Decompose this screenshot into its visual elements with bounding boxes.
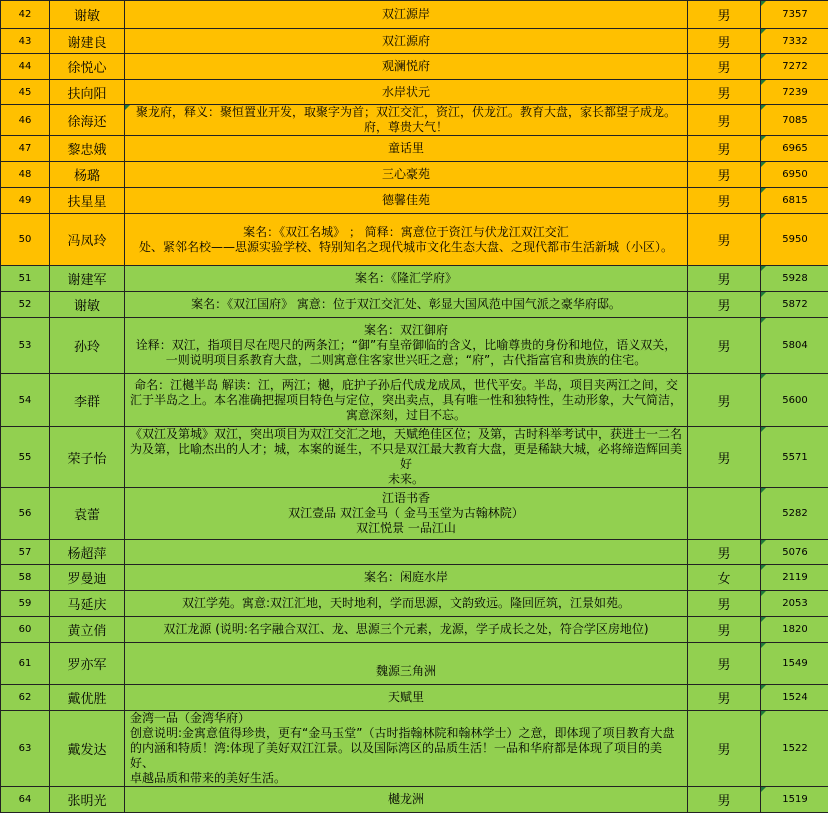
table-row — [1, 188, 828, 214]
proposal-text: 案名：《双江国府》 寓意：位于双江交汇处、彰显大国风范中国气派之豪华府邸。 — [130, 297, 682, 312]
table-row — [1, 643, 828, 685]
row-number-cell — [1, 617, 50, 643]
gender-text: 男 — [717, 143, 730, 158]
name-text: 扶星星 — [67, 195, 106, 210]
name-cell — [50, 105, 125, 136]
table-row — [1, 292, 828, 318]
row-number-cell — [1, 374, 50, 427]
proposal-cell — [125, 54, 688, 80]
name-cell — [50, 685, 125, 711]
vote-count-cell — [761, 29, 828, 54]
vote-count-cell — [761, 540, 828, 565]
name-cell — [50, 188, 125, 214]
row-number-text: 43 — [19, 36, 32, 47]
table-row — [1, 162, 828, 188]
gender-text: 男 — [717, 743, 730, 758]
name-text: 张明光 — [67, 794, 106, 809]
name-text: 徐悦心 — [67, 61, 106, 76]
proposal-cell — [125, 162, 688, 188]
proposal-cell — [125, 540, 688, 565]
row-number-cell — [1, 427, 50, 488]
vote-count-text: 5950 — [782, 234, 807, 245]
vote-count-cell — [761, 80, 828, 105]
row-number-cell — [1, 136, 50, 162]
row-number-text: 54 — [19, 395, 32, 406]
row-number-cell — [1, 188, 50, 214]
vote-count-text: 1524 — [782, 692, 807, 703]
gender-text: 男 — [717, 794, 730, 809]
row-number-text: 63 — [19, 743, 32, 754]
table-row — [1, 80, 828, 105]
vote-count-cell — [761, 214, 828, 266]
name-text: 徐海还 — [67, 115, 106, 130]
vote-count-cell — [761, 188, 828, 214]
proposal-text: 德馨佳苑 — [130, 193, 682, 208]
gender-text: 男 — [717, 658, 730, 673]
proposal-cell — [125, 318, 688, 374]
vote-count-cell — [761, 162, 828, 188]
row-number-text: 50 — [19, 234, 32, 245]
proposal-cell — [125, 488, 688, 540]
name-cell — [50, 29, 125, 54]
gender-text: 男 — [717, 234, 730, 249]
name-cell — [50, 565, 125, 591]
vote-count-text: 7357 — [782, 9, 807, 20]
name-text: 冯凤玲 — [67, 234, 106, 249]
table-row — [1, 136, 828, 162]
row-number-cell — [1, 540, 50, 565]
proposal-text: 双江源府 — [130, 34, 682, 49]
row-number-text: 59 — [19, 598, 32, 609]
name-text: 孙玲 — [74, 340, 100, 355]
gender-cell — [688, 188, 761, 214]
vote-count-text: 6950 — [782, 169, 807, 180]
row-number-text: 64 — [19, 794, 32, 805]
cell-marker-icon — [761, 1, 766, 6]
row-number-cell — [1, 318, 50, 374]
gender-cell — [688, 105, 761, 136]
gender-cell — [688, 162, 761, 188]
row-number-cell — [1, 54, 50, 80]
vote-count-text: 1549 — [782, 658, 807, 669]
name-text: 罗曼迪 — [67, 572, 106, 587]
gender-cell — [688, 787, 761, 813]
table-row — [1, 711, 828, 787]
table-row — [1, 488, 828, 540]
row-number-text: 47 — [19, 143, 32, 154]
table-row — [1, 266, 828, 292]
cell-marker-icon — [761, 318, 766, 323]
gender-cell — [688, 488, 761, 540]
proposal-text: 案名：双江御府 诠释：双江，指项目尽在咫尺的两条江；“御”有皇帝御临的含义，比喻尊贵的身份和地位，语义双关， 一则说明项目系教育大盘，二则寓意住客家世兴旺之意；“府”，古代指富官和贵族的住宅。 — [130, 323, 682, 368]
proposal-text: 魏源三角洲 — [130, 649, 682, 679]
proposal-text: 双江学苑。寓意:双江汇地，天时地利，学而思源，文韵致远。隆回匠筑，江景如苑。 — [130, 596, 682, 611]
gender-text: 男 — [717, 169, 730, 184]
proposal-cell — [125, 1, 688, 29]
cell-marker-icon — [761, 162, 766, 167]
cell-marker-icon — [761, 540, 766, 545]
proposal-text: 观澜悦府 — [130, 59, 682, 74]
proposal-cell — [125, 591, 688, 617]
vote-count-cell — [761, 54, 828, 80]
name-cell — [50, 54, 125, 80]
name-cell — [50, 488, 125, 540]
gender-text: 男 — [717, 195, 730, 210]
vote-count-cell — [761, 136, 828, 162]
proposal-text: 江语书香 双江壹品 双江金马（ 金马玉堂为古翰林院） 双江悦景 一品江山 — [130, 491, 682, 536]
vote-count-text: 5600 — [782, 395, 807, 406]
row-number-text: 45 — [19, 87, 32, 98]
gender-cell — [688, 540, 761, 565]
proposal-text: 水岸状元 — [130, 85, 682, 100]
row-number-text: 53 — [19, 340, 32, 351]
name-cell — [50, 643, 125, 685]
vote-count-cell — [761, 292, 828, 318]
proposal-cell — [125, 374, 688, 427]
table-row — [1, 617, 828, 643]
row-number-text: 46 — [19, 115, 32, 126]
row-number-cell — [1, 266, 50, 292]
row-number-text: 48 — [19, 169, 32, 180]
cell-marker-icon — [761, 488, 766, 493]
gender-cell — [688, 29, 761, 54]
cell-marker-icon — [761, 292, 766, 297]
proposal-text: 双江源岸 — [130, 7, 682, 22]
cell-marker-icon — [761, 214, 766, 219]
gender-text: 男 — [717, 692, 730, 707]
vote-count-cell — [761, 617, 828, 643]
row-number-cell — [1, 292, 50, 318]
gender-text: 男 — [717, 598, 730, 613]
gender-cell — [688, 643, 761, 685]
vote-count-cell — [761, 565, 828, 591]
row-number-text: 52 — [19, 299, 32, 310]
row-number-text: 42 — [19, 9, 32, 20]
cell-marker-icon — [761, 80, 766, 85]
name-cell — [50, 591, 125, 617]
row-number-cell — [1, 565, 50, 591]
vote-count-text: 1820 — [782, 624, 807, 635]
vote-count-text: 5804 — [782, 340, 807, 351]
name-cell — [50, 711, 125, 787]
table-row — [1, 105, 828, 136]
proposal-cell — [125, 80, 688, 105]
proposal-cell — [125, 643, 688, 685]
vote-count-cell — [761, 488, 828, 540]
row-number-cell — [1, 591, 50, 617]
vote-count-cell — [761, 685, 828, 711]
proposal-cell — [125, 711, 688, 787]
gender-cell — [688, 292, 761, 318]
name-text: 袁蕾 — [74, 508, 100, 523]
vote-count-cell — [761, 787, 828, 813]
vote-count-text: 7085 — [782, 115, 807, 126]
proposal-cell — [125, 136, 688, 162]
cell-marker-icon — [761, 685, 766, 690]
proposal-cell — [125, 105, 688, 136]
gender-text: 男 — [717, 115, 730, 130]
cell-marker-icon — [761, 427, 766, 432]
gender-text: 男 — [717, 340, 730, 355]
cell-marker-icon — [761, 374, 766, 379]
row-number-cell — [1, 711, 50, 787]
vote-count-text: 1519 — [782, 794, 807, 805]
gender-cell — [688, 711, 761, 787]
cell-marker-icon — [761, 591, 766, 596]
name-cell — [50, 617, 125, 643]
cell-marker-icon — [761, 787, 766, 792]
gender-cell — [688, 214, 761, 266]
name-cell — [50, 214, 125, 266]
proposal-text: 天赋里 — [130, 690, 682, 705]
proposal-cell — [125, 292, 688, 318]
vote-count-text: 5872 — [782, 299, 807, 310]
vote-count-cell — [761, 318, 828, 374]
vote-count-text: 5571 — [782, 452, 807, 463]
gender-cell — [688, 591, 761, 617]
name-text: 黎忠娥 — [67, 143, 106, 158]
row-number-cell — [1, 1, 50, 29]
row-number-text: 57 — [19, 547, 32, 558]
table-row — [1, 427, 828, 488]
gender-cell — [688, 1, 761, 29]
comment-marker-icon — [125, 105, 130, 110]
gender-text: 男 — [717, 624, 730, 639]
cell-marker-icon — [761, 266, 766, 271]
row-number-text: 56 — [19, 508, 32, 519]
row-number-cell — [1, 29, 50, 54]
gender-cell — [688, 617, 761, 643]
name-cell — [50, 540, 125, 565]
vote-count-cell — [761, 643, 828, 685]
table-row — [1, 29, 828, 54]
row-number-text: 61 — [19, 658, 32, 669]
cell-marker-icon — [761, 54, 766, 59]
vote-count-cell — [761, 105, 828, 136]
row-number-cell — [1, 488, 50, 540]
proposal-text: 案名：《双江名城》 ； 简释：寓意位于资江与伏龙江双江交汇 处、紧邻名校——思源实验学校、特别知名之现代城市文化生态大盘、之现代都市生活新城（小区）。 — [130, 225, 682, 255]
row-number-text: 55 — [19, 452, 32, 463]
vote-count-text: 5928 — [782, 273, 807, 284]
gender-text: 男 — [717, 36, 730, 51]
gender-cell — [688, 685, 761, 711]
name-cell — [50, 787, 125, 813]
name-text: 谢敏 — [74, 9, 100, 24]
vote-count-text: 2053 — [782, 598, 807, 609]
gender-text: 女 — [717, 572, 730, 587]
proposal-text: 聚龙府，释义：聚恒置业开发，取聚字为首；双江交汇，资江，伏龙江。教育大盘，家长都望子成龙。 府，尊贵大气！ — [130, 105, 682, 135]
table-row — [1, 685, 828, 711]
row-number-cell — [1, 787, 50, 813]
proposal-text: 童话里 — [130, 141, 682, 156]
row-number-text: 60 — [19, 624, 32, 635]
cell-marker-icon — [761, 711, 766, 716]
proposal-cell — [125, 787, 688, 813]
cell-marker-icon — [761, 136, 766, 141]
row-number-cell — [1, 685, 50, 711]
name-text: 戴发达 — [67, 743, 106, 758]
proposal-cell — [125, 214, 688, 266]
proposal-cell — [125, 266, 688, 292]
gender-text: 男 — [717, 87, 730, 102]
row-number-text: 49 — [19, 195, 32, 206]
row-number-text: 58 — [19, 572, 32, 583]
table-row — [1, 1, 828, 29]
vote-count-text: 7332 — [782, 36, 807, 47]
vote-count-text: 6815 — [782, 195, 807, 206]
name-cell — [50, 80, 125, 105]
vote-count-text: 5076 — [782, 547, 807, 558]
proposal-cell — [125, 29, 688, 54]
proposal-cell — [125, 565, 688, 591]
vote-count-cell — [761, 711, 828, 787]
row-number-cell — [1, 643, 50, 685]
gender-cell — [688, 565, 761, 591]
name-text: 谢建军 — [67, 273, 106, 288]
row-number-text: 51 — [19, 273, 32, 284]
gender-text: 男 — [717, 273, 730, 288]
cell-marker-icon — [761, 565, 766, 570]
row-number-cell — [1, 214, 50, 266]
proposal-cell — [125, 427, 688, 488]
gender-cell — [688, 54, 761, 80]
name-text: 扶向阳 — [67, 87, 106, 102]
proposal-cell — [125, 685, 688, 711]
name-cell — [50, 318, 125, 374]
table-row — [1, 54, 828, 80]
name-text: 马延庆 — [67, 598, 106, 613]
row-number-text: 44 — [19, 61, 32, 72]
table-row — [1, 787, 828, 813]
gender-cell — [688, 136, 761, 162]
name-cell — [50, 136, 125, 162]
vote-count-text: 7239 — [782, 87, 807, 98]
name-cell — [50, 292, 125, 318]
gender-text: 男 — [717, 452, 730, 467]
name-text: 杨璐 — [74, 169, 100, 184]
gender-text: 男 — [717, 395, 730, 410]
proposal-text: 双江龙源 (说明:名字融合双江、龙、思源三个元素，龙源，学子成长之处，符合学区房地位) — [130, 622, 682, 637]
cell-marker-icon — [761, 105, 766, 110]
proposal-cell — [125, 617, 688, 643]
table-row — [1, 214, 828, 266]
name-cell — [50, 266, 125, 292]
cell-marker-icon — [761, 617, 766, 622]
vote-count-text: 6965 — [782, 143, 807, 154]
results-table-body — [1, 1, 828, 813]
table-row — [1, 565, 828, 591]
table-row — [1, 591, 828, 617]
row-number-text: 62 — [19, 692, 32, 703]
gender-cell — [688, 318, 761, 374]
proposal-cell — [125, 188, 688, 214]
gender-text: 男 — [717, 61, 730, 76]
table-row — [1, 374, 828, 427]
name-text: 戴优胜 — [67, 692, 106, 707]
name-text: 谢建良 — [67, 36, 106, 51]
table-row — [1, 540, 828, 565]
vote-count-cell — [761, 591, 828, 617]
proposal-text: 三心豪苑 — [130, 167, 682, 182]
gender-cell — [688, 266, 761, 292]
gender-text: 男 — [717, 547, 730, 562]
vote-count-text: 1522 — [782, 743, 807, 754]
proposal-text: 《双江及第城》双江，突出项目为双江交汇之地，天赋绝佳区位；及第，古时科举考试中，获进士一二名 为及第，比喻杰出的人才；城，本案的诞生，不只是双江最大教育大盘，更是稀缺大城，必将缔造辉回美好 未来。 — [130, 427, 682, 487]
gender-cell — [688, 80, 761, 105]
name-text: 杨超萍 — [67, 547, 106, 562]
name-text: 李群 — [74, 395, 100, 410]
gender-cell — [688, 374, 761, 427]
row-number-cell — [1, 80, 50, 105]
row-number-cell — [1, 105, 50, 136]
vote-count-text: 7272 — [782, 61, 807, 72]
table-row — [1, 318, 828, 374]
proposal-text: 案名：闲庭水岸 — [130, 570, 682, 585]
name-text: 黄立俏 — [67, 624, 106, 639]
proposal-text: 命名：江樾半岛 解读：江，两江；樾，庇护子孙后代成龙成凤，世代平安。半岛，项目夹两江之间，交 汇于半岛之上。本名准确把握项目特色与定位，突出卖点，具有唯一性和独特性，生动形象，大气简洁， 寓意深刻，过目不忘。 — [130, 378, 682, 423]
vote-count-cell — [761, 374, 828, 427]
proposal-text: 樾龙洲 — [130, 792, 682, 807]
cell-marker-icon — [761, 29, 766, 34]
gender-text: 男 — [717, 299, 730, 314]
gender-cell — [688, 427, 761, 488]
gender-text: 男 — [717, 9, 730, 24]
name-cell — [50, 374, 125, 427]
cell-marker-icon — [761, 188, 766, 193]
proposal-text: 案名：《隆汇学府》 — [130, 271, 682, 286]
name-text: 荣子怡 — [67, 452, 106, 467]
name-cell — [50, 427, 125, 488]
vote-count-cell — [761, 1, 828, 29]
row-number-cell — [1, 162, 50, 188]
name-text: 谢敏 — [74, 299, 100, 314]
vote-count-text: 2119 — [782, 572, 807, 583]
vote-count-cell — [761, 266, 828, 292]
vote-count-cell — [761, 427, 828, 488]
proposal-text: 金湾一品（金湾华府） 创意说明:金寓意值得珍贵，更有“金马玉堂”（古时指翰林院和翰林学士）之意，即体现了项目教育大盘 的内涵和特质！湾:体现了美好双江江景。以及国际湾区的品质生活！一品和华府都是体现了项目的美好、 卓越品质和带来的美好生活。 — [130, 711, 682, 786]
name-cell — [50, 1, 125, 29]
cell-marker-icon — [761, 643, 766, 648]
vote-count-text: 5282 — [782, 508, 807, 519]
name-cell — [50, 162, 125, 188]
name-text: 罗亦军 — [67, 658, 106, 673]
